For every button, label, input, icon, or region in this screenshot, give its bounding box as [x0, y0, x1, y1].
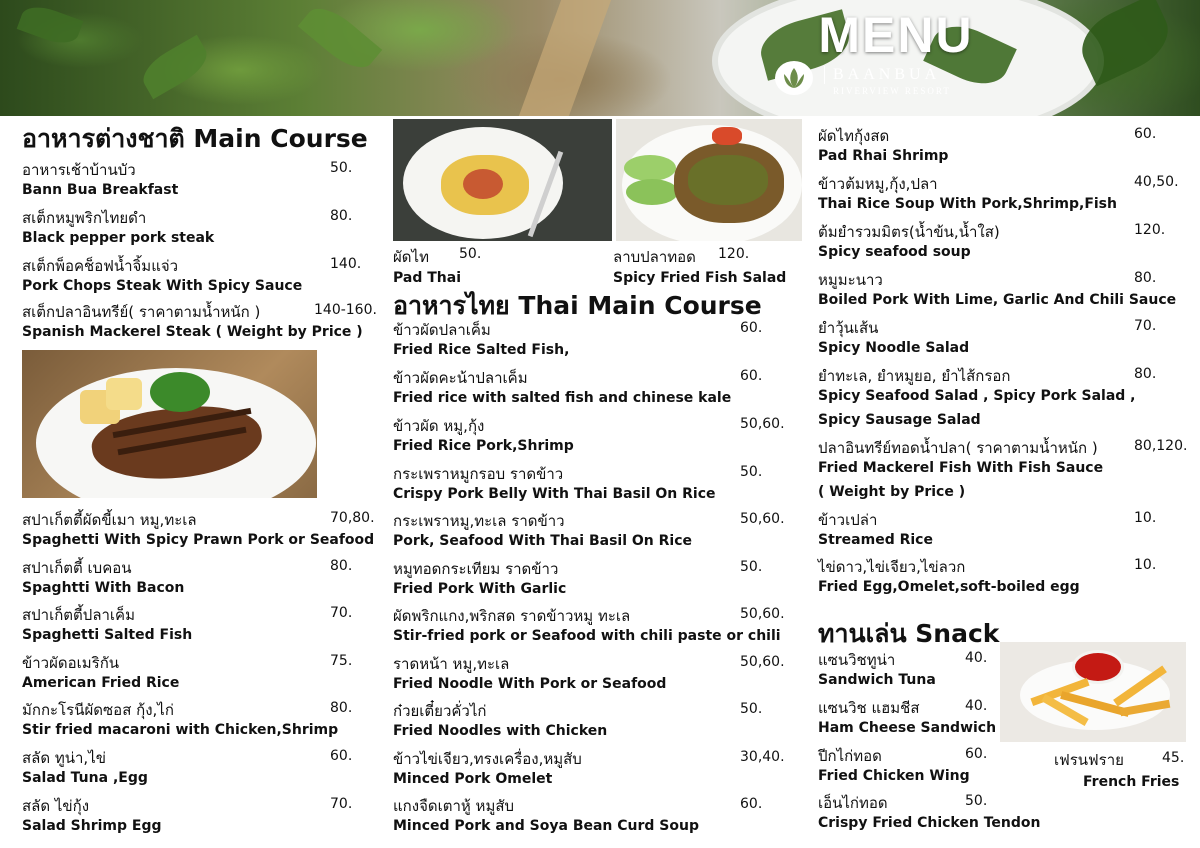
- menu-item-english: Fried Noodles with Chicken: [393, 723, 608, 739]
- featured-item-name: ผัดไท: [393, 248, 429, 266]
- menu-title: MENU: [818, 7, 974, 63]
- menu-item-thai-text: ราดหน้า หมู,ทะเล: [393, 655, 510, 673]
- menu-item-english: Crispy Pork Belly With Thai Basil On Rice: [393, 486, 716, 502]
- menu-item-english: Pork, Seafood With Thai Basil On Rice: [393, 533, 692, 549]
- menu-item-price: 70.: [330, 796, 353, 812]
- menu-item-thai-text: มักกะโรนีผัดซอส กุ้ง,ไก่: [22, 701, 174, 719]
- menu-item-price: 80.: [1134, 366, 1157, 382]
- menu-item-thai: [393, 462, 563, 486]
- menu-item-thai: [393, 557, 558, 581]
- menu-item-thai: [818, 316, 878, 340]
- menu-item-price: 50.: [740, 464, 763, 480]
- fries-english: French Fries: [1083, 774, 1180, 790]
- fish-salad-photo: [616, 119, 802, 241]
- menu-item-thai: [22, 158, 136, 182]
- menu-item-thai-text: สลัด ทูน่า,ไข่: [22, 749, 106, 767]
- menu-item-thai-text: ข้าวไข่เจียว,ทรงเครื่อง,หมูสับ: [393, 750, 582, 768]
- menu-item-english: Bann Bua Breakfast: [22, 182, 179, 198]
- menu-item-thai-text: ไข่ดาว,ไข่เจียว,ไข่ลวก: [818, 558, 966, 576]
- menu-item-thai-text: แซนวิช แฮมชีส: [818, 699, 920, 717]
- menu-item-price: 140.: [330, 256, 362, 272]
- menu-item-thai: [22, 698, 174, 722]
- menu-item-thai-text: สลัด ไข่กุ้ง: [22, 797, 90, 815]
- menu-item-price: 60.: [740, 368, 763, 384]
- menu-item-thai-text: หมูทอดกระเทียม ราดข้าว: [393, 560, 559, 578]
- menu-item-english: Fried Rice Pork,Shrimp: [393, 438, 574, 454]
- menu-item-thai: [818, 220, 1000, 244]
- menu-item-english: Fried rice with salted fish and chinese kale: [393, 390, 732, 406]
- menu-item-price: 70.: [330, 605, 353, 621]
- menu-item-thai: [393, 414, 484, 438]
- menu-item-english: Stir fried macaroni with Chicken,Shrimp: [22, 722, 339, 738]
- menu-item-price: 50,60.: [740, 654, 785, 670]
- menu-item-thai-text: แกงจืดเตาหู้ หมูสับ: [393, 797, 515, 815]
- menu-item-price: 50,60.: [740, 511, 785, 527]
- menu-item-english: Streamed Rice: [818, 532, 933, 548]
- menu-item-price: 80.: [1134, 270, 1157, 286]
- menu-item-thai: [393, 318, 491, 342]
- pad-thai-photo: [393, 119, 612, 241]
- menu-item-price: 50.: [965, 793, 988, 809]
- menu-item-price: 10.: [1134, 510, 1157, 526]
- menu-item-thai-text: ข้าวผัดคะน้าปลาเค็ม: [393, 369, 528, 387]
- menu-item-thai-text: ต้มยำรวมมิตร(น้ำข้น,น้ำใส): [818, 223, 1000, 241]
- menu-item-english: Minced Pork and Soya Bean Curd Soup: [393, 818, 699, 834]
- menu-item-price: 60.: [965, 746, 988, 762]
- menu-item-thai: [22, 556, 132, 580]
- menu-item-thai-text: ก๋วยเตี๋ยวคั่วไก่: [393, 702, 487, 720]
- menu-item-english: Spicy Seafood Salad , Spicy Pork Salad ,: [818, 388, 1136, 404]
- menu-item-price: 70,80.: [330, 510, 375, 526]
- menu-item-thai: [818, 696, 920, 720]
- menu-item-english: Fried Rice Salted Fish,: [393, 342, 570, 358]
- menu-item-english: Fried Mackerel Fish With Fish Sauce: [818, 460, 1104, 476]
- menu-item-thai-text: กระเพราหมู,ทะเล ราดข้าว: [393, 512, 565, 530]
- menu-item-price: 60.: [1134, 126, 1157, 142]
- menu-item-english: Spicy Sausage Salad: [818, 412, 981, 428]
- menu-item-price: 70.: [1134, 318, 1157, 334]
- menu-item-price: 30,40.: [740, 749, 785, 765]
- menu-item-english: Ham Cheese Sandwich: [818, 720, 997, 736]
- menu-item-thai-text: แซนวิชทูน่า: [818, 651, 896, 669]
- menu-item-english: Spaghetti Salted Fish: [22, 627, 193, 643]
- menu-item-thai: [818, 791, 888, 815]
- menu-item-price: 50.: [740, 559, 763, 575]
- menu-item-price: 50.: [330, 160, 353, 176]
- french-fries-photo: [1000, 642, 1186, 742]
- menu-item-thai: [393, 604, 630, 628]
- menu-item-thai: [22, 508, 197, 532]
- menu-item-english: Thai Rice Soup With Pork,Shrimp,Fish: [818, 196, 1117, 212]
- menu-item-thai-text: หมูมะนาว: [818, 271, 883, 289]
- brand-name: BAANBUA: [824, 66, 940, 84]
- menu-item-price: 10.: [1134, 557, 1157, 573]
- menu-item-thai: [22, 206, 146, 230]
- pork-steak-photo: [22, 350, 317, 498]
- featured-item-price: 120.: [718, 246, 750, 262]
- menu-item-price: 80.: [330, 208, 353, 224]
- menu-item-price: 40,50.: [1134, 174, 1179, 190]
- chili-image: [712, 127, 742, 145]
- leaf-decoration: [136, 35, 214, 99]
- menu-item-english: Fried Egg,Omelet,soft-boiled egg: [818, 579, 1080, 595]
- menu-item-thai-text: สเต็กหมูพริกไทยดำ: [22, 209, 147, 227]
- menu-item-thai: [22, 746, 106, 770]
- menu-item-english: Minced Pork Omelet: [393, 771, 553, 787]
- menu-item-thai-text: ปีกไก่ทอด: [818, 747, 882, 765]
- menu-item-english: Salad Tuna ,Egg: [22, 770, 148, 786]
- menu-item-price: 80.: [330, 558, 353, 574]
- featured-item-name: ลาบปลาทอด: [613, 248, 696, 266]
- snack-heading: ทานเล่น Snack: [818, 619, 1000, 648]
- menu-item-thai-text: เอ็นไก่ทอด: [818, 794, 888, 812]
- menu-item-thai-text: ยำทะเล, ยำหมูยอ, ยำไส้กรอก: [818, 367, 1011, 385]
- cucumber-image: [624, 155, 676, 181]
- broccoli-image: [150, 372, 210, 412]
- menu-item-english: Crispy Fried Chicken Tendon: [818, 815, 1041, 831]
- menu-item-price: 60.: [740, 320, 763, 336]
- menu-item-price: 50,60.: [740, 416, 785, 432]
- menu-item-price: 120.: [1134, 222, 1166, 238]
- menu-item-price: 50,60.: [740, 606, 785, 622]
- menu-item-thai: [393, 699, 486, 723]
- menu-item-english: Spaghtti With Bacon: [22, 580, 185, 596]
- menu-item-price: 80.: [330, 700, 353, 716]
- header-banner: [0, 0, 1200, 116]
- menu-item-thai: [22, 651, 119, 675]
- menu-item-thai-text: ผัดพริกแกง,พริกสด ราดข้าวหมู ทะเล: [393, 607, 631, 625]
- menu-item-english: Salad Shrimp Egg: [22, 818, 162, 834]
- menu-item-price: 75.: [330, 653, 353, 669]
- menu-item-english: Spaghetti With Spicy Prawn Pork or Seafood: [22, 532, 375, 548]
- thai-main-course-heading: อาหารไทย Thai Main Course: [393, 291, 762, 320]
- menu-item-thai-text: ข้าวต้มหมู,กุ้ง,ปลา: [818, 175, 938, 193]
- menu-item-thai: [393, 794, 514, 818]
- cucumber-image: [626, 179, 678, 205]
- menu-item-english: Spanish Mackerel Steak ( Weight by Price ): [22, 324, 363, 340]
- menu-item-thai: [818, 364, 1010, 388]
- menu-item-thai-text: สปาเก็ตตี้ผัดขี้เมา หมู,ทะเล: [22, 511, 197, 529]
- menu-item-price: 80,120.: [1134, 438, 1188, 454]
- menu-item-english: Black pepper pork steak: [22, 230, 215, 246]
- menu-item-thai: [818, 555, 965, 579]
- menu-item-thai-text: ผัดไทกุ้งสด: [818, 127, 890, 145]
- menu-item-thai: [393, 366, 528, 390]
- menu-item-thai: [22, 603, 135, 627]
- menu-item-thai: [818, 268, 883, 292]
- menu-item-thai: [818, 744, 882, 768]
- menu-item-thai: [393, 509, 565, 533]
- pad-thai-filling: [463, 169, 503, 199]
- featured-item-english: Pad Thai: [393, 270, 461, 286]
- menu-item-thai: [22, 254, 178, 278]
- menu-item-english: Spicy seafood soup: [818, 244, 971, 260]
- menu-item-thai: [22, 794, 89, 818]
- menu-item-english: Pad Rhai Shrimp: [818, 148, 949, 164]
- featured-item-price: 50.: [459, 246, 482, 262]
- menu-item-english: Sandwich Tuna: [818, 672, 936, 688]
- leaf-decoration: [298, 0, 382, 78]
- featured-item-english: Spicy Fried Fish Salad: [613, 270, 787, 286]
- lotus-logo-icon: [774, 60, 814, 96]
- menu-item-thai-text: ปลาอินทรีย์ทอดน้ำปลา( ราคาตามน้ำหนัก ): [818, 439, 1098, 457]
- menu-item-thai: [818, 124, 889, 148]
- leaf-decoration: [17, 1, 84, 50]
- menu-item-thai: [818, 508, 877, 532]
- menu-item-english: Boiled Pork With Lime, Garlic And Chili Sauce: [818, 292, 1177, 308]
- potato-image: [106, 378, 142, 410]
- menu-item-english: Fried Chicken Wing: [818, 768, 970, 784]
- menu-item-thai-text: ข้าวผัด หมู,กุ้ง: [393, 417, 485, 435]
- main-course-heading: อาหารต่างชาติ Main Course: [22, 124, 368, 153]
- menu-item-thai-text: ยำวุ้นเส้น: [818, 319, 879, 337]
- herbs-image: [688, 155, 768, 205]
- menu-item-thai-text: ข้าวเปล่า: [818, 511, 878, 529]
- menu-item-thai: [22, 300, 260, 324]
- menu-item-english: Stir-fried pork or Seafood with chili paste or chili: [393, 628, 781, 644]
- cutting-board: [519, 0, 611, 116]
- fries-name: เฟรนฟราย: [1054, 751, 1124, 769]
- menu-item-thai-text: สปาเก็ตตี้ปลาเค็ม: [22, 606, 135, 624]
- menu-item-thai-text: อาหารเช้าบ้านบัว: [22, 161, 136, 179]
- menu-item-english: Spicy Noodle Salad: [818, 340, 970, 356]
- menu-item-english: Fried Noodle With Pork or Seafood: [393, 676, 667, 692]
- menu-item-price: 60.: [740, 796, 763, 812]
- menu-item-english: American Fried Rice: [22, 675, 180, 691]
- menu-item-thai: [818, 436, 1098, 460]
- menu-item-price: 140-160.: [314, 302, 377, 318]
- menu-item-english: Fried Pork With Garlic: [393, 581, 567, 597]
- menu-item-price: 50.: [740, 701, 763, 717]
- menu-item-thai-text: สเต็กปลาอินทรีย์( ราคาตามน้ำหนัก ): [22, 303, 261, 321]
- menu-item-price: 40.: [965, 698, 988, 714]
- menu-item-price: 60.: [330, 748, 353, 764]
- menu-item-thai: [393, 747, 582, 771]
- fries-price: 45.: [1162, 750, 1185, 766]
- menu-item-thai-text: สเต็กพ็อคช็อฟน้ำจิ้มแจ่ว: [22, 257, 179, 275]
- menu-item-thai-text: ข้าวผัดอเมริกัน: [22, 654, 120, 672]
- menu-item-thai: [818, 648, 895, 672]
- menu-item-thai-text: กระเพราหมูกรอบ ราดข้าว: [393, 465, 564, 483]
- menu-item-thai-text: สปาเก็ตตี้ เบคอน: [22, 559, 132, 577]
- menu-item-english: ( Weight by Price ): [818, 484, 966, 500]
- menu-item-thai-text: ข้าวผัดปลาเค็ม: [393, 321, 491, 339]
- menu-item-thai: [393, 652, 509, 676]
- menu-item-thai: [818, 172, 938, 196]
- brand-subtitle: RIVERVIEW RESORT: [833, 86, 951, 96]
- ketchup-image: [1072, 650, 1124, 684]
- menu-item-price: 40.: [965, 650, 988, 666]
- menu-item-english: Pork Chops Steak With Spicy Sauce: [22, 278, 303, 294]
